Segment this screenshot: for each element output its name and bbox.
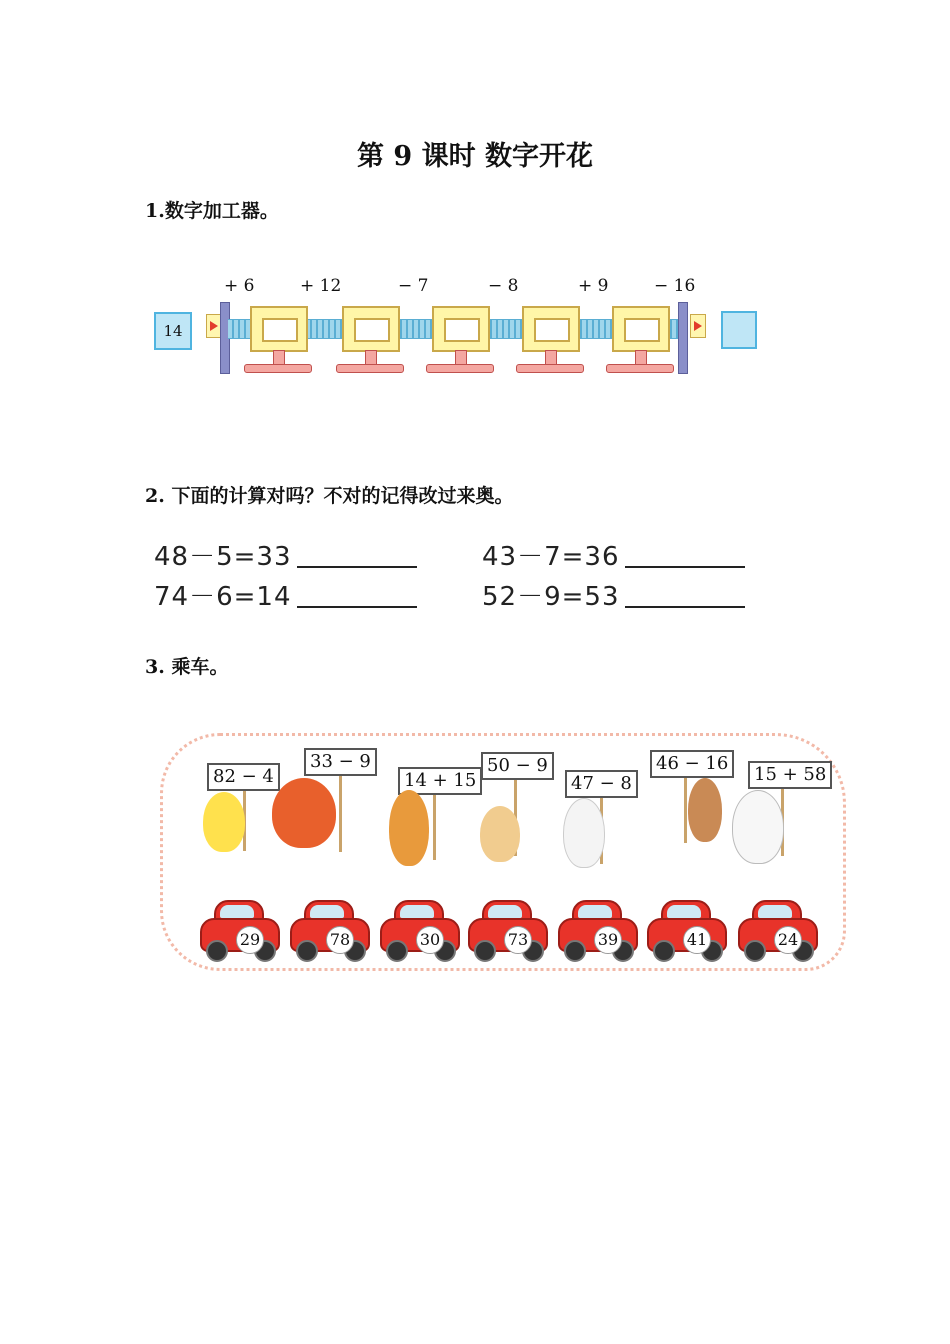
answer-blank-4[interactable] (625, 606, 745, 608)
question-2-label: 2. 下面的计算对吗？不对的记得改过来奥。 (145, 485, 514, 507)
car[interactable] (198, 896, 278, 962)
answer-blank-3[interactable] (297, 606, 417, 608)
car[interactable] (736, 896, 816, 962)
car-number: 29 (236, 926, 264, 954)
machine-unit (432, 306, 488, 370)
car[interactable] (288, 896, 368, 962)
input-box: 14 (154, 312, 192, 350)
sign-goose: 15 + 58 (748, 761, 832, 789)
car-number: 30 (416, 926, 444, 954)
sign-dog: 46 − 16 (650, 750, 734, 778)
op-1: + 6 (224, 276, 255, 296)
rooster-icon (272, 778, 336, 848)
car-number: 39 (594, 926, 622, 954)
equation-2: 43－7=36 (482, 542, 620, 572)
op-4: − 8 (488, 276, 519, 296)
machine-unit (342, 306, 398, 370)
car-number: 24 (774, 926, 802, 954)
sign-duck: 82 − 4 (207, 763, 280, 791)
sign-cat: 50 − 9 (481, 752, 554, 780)
sign-pole (339, 770, 342, 852)
car[interactable] (466, 896, 546, 962)
car[interactable] (645, 896, 725, 962)
cat-icon (480, 806, 520, 862)
rabbit-icon (563, 798, 605, 868)
question-1-label: 1.数字加工器。 (145, 200, 279, 222)
car[interactable] (556, 896, 636, 962)
car-number: 78 (326, 926, 354, 954)
op-6: − 16 (654, 276, 696, 296)
sign-pole (684, 773, 687, 843)
dog-icon (688, 778, 722, 842)
number-machine (148, 270, 768, 380)
sign-pole (433, 790, 436, 860)
output-box[interactable] (721, 311, 757, 349)
op-3: − 7 (398, 276, 429, 296)
sign-rooster: 33 − 9 (304, 748, 377, 776)
machine-unit (612, 306, 668, 370)
equation-1: 48－5=33 (154, 542, 292, 572)
car[interactable] (378, 896, 458, 962)
machine-unit (522, 306, 578, 370)
deer-icon (389, 790, 429, 866)
page-title: 第 9 课时 数字开花 (357, 141, 593, 172)
duck-icon (203, 792, 245, 852)
op-2: + 12 (300, 276, 342, 296)
output-arrow-icon (690, 314, 706, 338)
car-number: 41 (683, 926, 711, 954)
right-post (678, 302, 688, 374)
answer-blank-1[interactable] (297, 566, 417, 568)
sign-rabbit: 47 − 8 (565, 770, 638, 798)
answer-blank-2[interactable] (625, 566, 745, 568)
equation-3: 74－6=14 (154, 582, 292, 612)
op-5: + 9 (578, 276, 609, 296)
goose-icon (732, 790, 784, 864)
car-number: 73 (504, 926, 532, 954)
equation-4: 52－9=53 (482, 582, 620, 612)
sign-deer: 14 + 15 (398, 767, 482, 795)
machine-unit (250, 306, 306, 370)
question-3-label: 3. 乘车。 (145, 656, 229, 678)
